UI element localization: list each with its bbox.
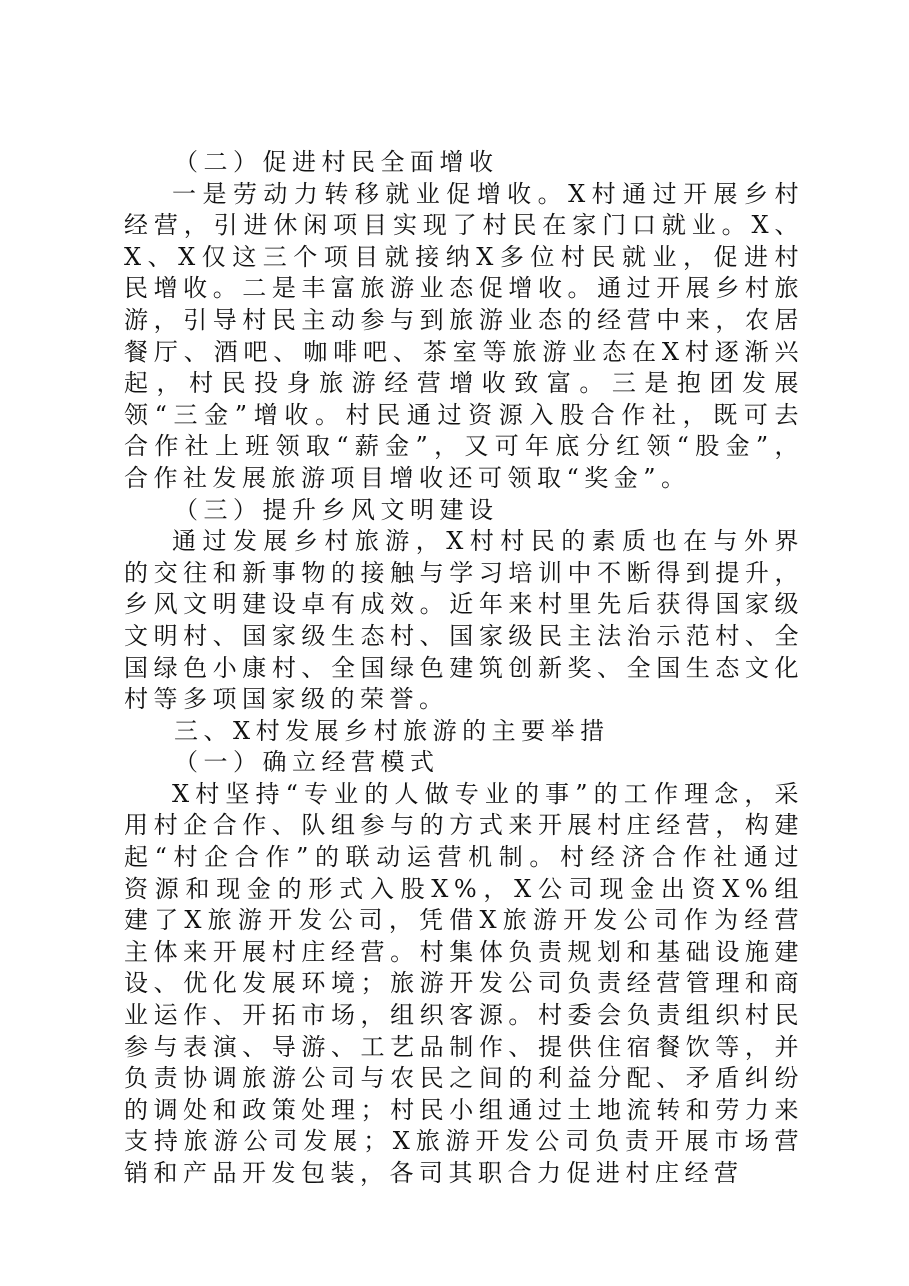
section-2-3-heading: （三）提升乡风文明建设 [174, 495, 499, 524]
section-3-heading: 三、X村发展乡村旅游的主要举措 [174, 716, 610, 745]
section-2-3-paragraph: 通过发展乡村旅游，X村村民的素质也在与外界的交往和新事物的接触与学习培训中不断得到提升，乡风文明建设卓有成效。近年来村里先后获得国家级文明村、国家级生态村、国家级民主法治示范村、全国绿色小康村、全国绿色建筑创新奖、全国生态文化村等多项国家级的荣誉。 [124, 527, 804, 714]
section-3-1-heading: （一）确立经营模式 [174, 748, 440, 777]
section-2-2-paragraph: 一是劳动力转移就业促增收。X村通过开展乡村经营，引进休闲项目实现了村民在家门口就业。X、X、X仅这三个项目就接纳X多位村民就业，促进村民增收。二是丰富旅游业态促增收。通过开展乡村旅游，引导村民主动参与到旅游业态的经营中来，农居餐厅、酒吧、咖啡吧、茶室等旅游业态在X村逐渐兴起，村民投身旅游经营增收致富。三是抱团发展领“三金”增收。村民通过资源入股合作社，既可去合作社上班领取“薪金”，又可年底分红领“股金”，合作社发展旅游项目增收还可领取“奖金”。 [124, 179, 804, 492]
section-3-1-paragraph: X村坚持“专业的人做专业的事”的工作理念，采用村企合作、队组参与的方式来开展村庄经营，构建起“村企合作”的联动运营机制。村经济合作社通过资源和现金的形式入股X%，X公司现金出资X%组建了X旅游开发公司，凭借X旅游开发公司作为经营主体来开展村庄经营。村集体负责规划和基础设施建设、优化发展环境；旅游开发公司负责经营管理和商业运作、开拓市场，组织客源。村委会负责组织村民参与表演、导游、工艺品制作、提供住宿餐饮等，并负责协调旅游公司与农民之间的利益分配、矛盾纠纷的调处和政策处理；村民小组通过土地流转和劳力来支持旅游公司发展；X旅游开发公司负责开展市场营销和产品开发包装，各司其职合力促进村庄经营 [124, 779, 804, 1187]
section-2-2-heading: （二）促进村民全面增收 [174, 148, 499, 176]
document-body [124, 147, 804, 1190]
